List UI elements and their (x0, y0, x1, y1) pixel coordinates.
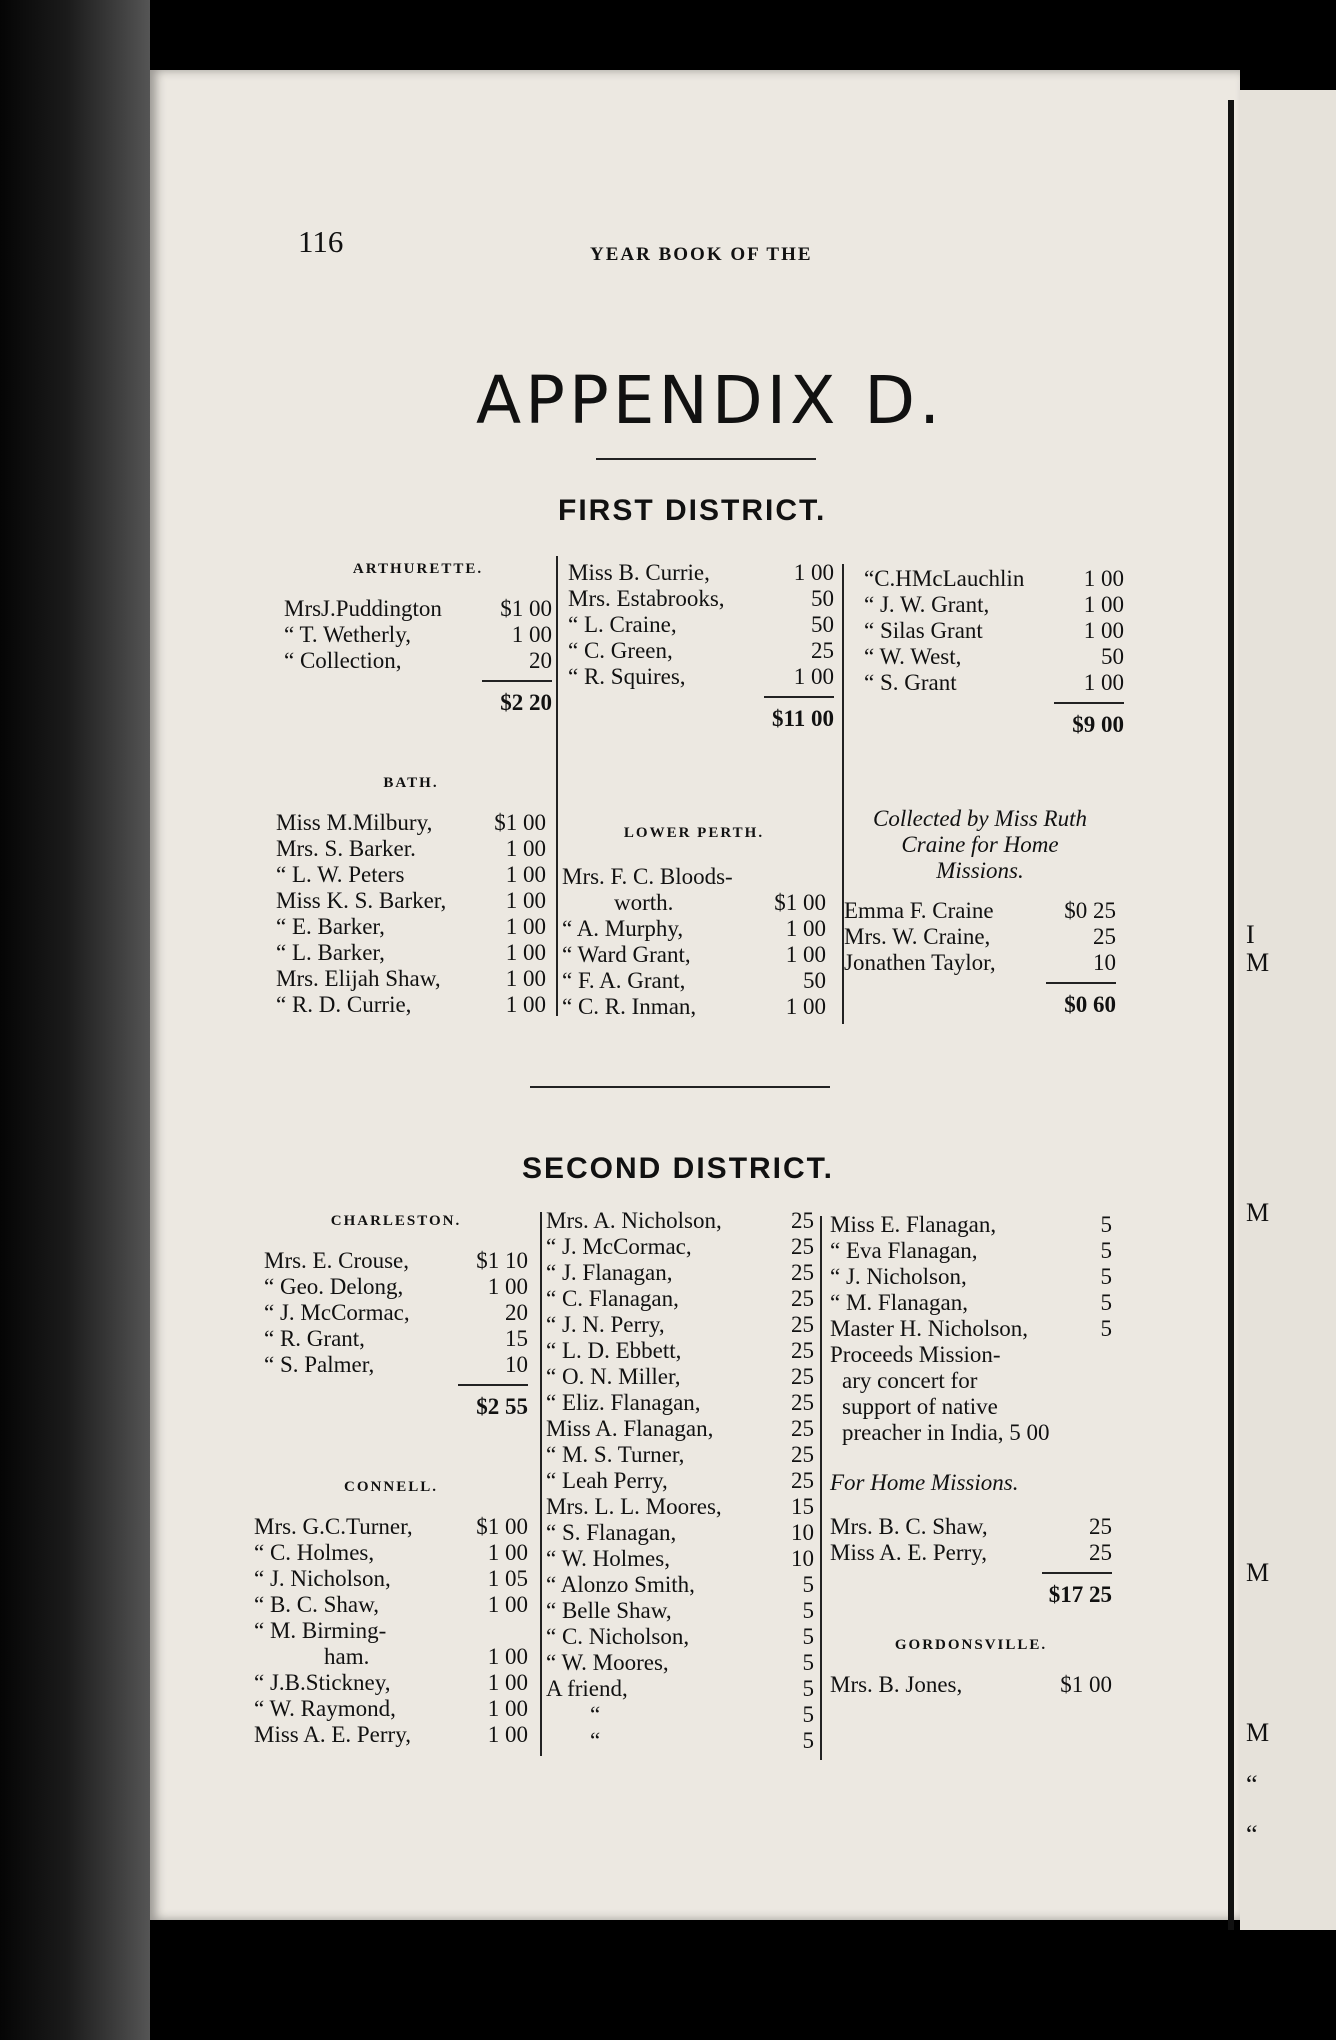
proceeds-text: ary concert for (842, 1368, 978, 1393)
list-item: “ Silas Grant 1 00 (864, 618, 1124, 643)
list-item: “ Alonzo Smith, 5 (546, 1572, 814, 1597)
fragment-text: M (1246, 1718, 1270, 1747)
section-title: GORDONSVILLE. (894, 1637, 1048, 1653)
proceeds-text: support of native (842, 1394, 998, 1419)
list-item: “ A. Murphy, 1 00 (562, 916, 826, 941)
list-item: Mrs. B. C. Shaw, 25 (830, 1514, 1112, 1539)
list-item: “ Collection, 20 (284, 648, 552, 673)
list-item: “ 5 (590, 1728, 814, 1753)
list-item: “ Eva Flanagan, 5 (830, 1238, 1112, 1263)
arthurette-section (284, 556, 552, 716)
list-item: “ M. Flanagan, 5 (830, 1290, 1112, 1315)
first-district-col3-top (864, 566, 1124, 738)
list-item: Miss A. Flanagan, 25 (546, 1416, 814, 1441)
list-item: “ 5 (590, 1702, 814, 1727)
list-item: Miss B. Currie, 1 00 (568, 560, 834, 585)
list-item: “ R. D. Currie, 1 00 (276, 992, 546, 1017)
list-item: “ W. West, 50 (864, 644, 1124, 669)
list-item: “ R. Squires, 1 00 (568, 664, 834, 689)
section-title: CHARLESTON. (330, 1213, 462, 1229)
column-divider (540, 1212, 542, 1756)
first-district-heading: FIRST DISTRICT. (558, 494, 827, 527)
proceeds-text: preacher in India, 5 00 (842, 1420, 1050, 1445)
list-item: “ L. W. Peters 1 00 (276, 862, 546, 887)
list-item: “ J. McCormac, 25 (546, 1234, 814, 1259)
list-item: Mrs. W. Craine, 25 (844, 924, 1116, 949)
list-item: “ J.B.Stickney, 1 00 (254, 1670, 528, 1695)
adjacent-page-fragment (1240, 90, 1336, 1930)
fragment-text: I (1246, 920, 1255, 949)
list-item: Mrs. Elijah Shaw, 1 00 (276, 966, 546, 991)
list-item: “ J. McCormac, 20 (264, 1300, 528, 1325)
list-item: “ Belle Shaw, 5 (546, 1598, 814, 1623)
list-item: “ C. R. Inman, 1 00 (562, 994, 826, 1019)
section-total: $2 55 (264, 1384, 528, 1420)
proceeds-text: Proceeds Mission- (830, 1342, 1001, 1367)
list-item: “ M. S. Turner, 25 (546, 1442, 814, 1467)
list-item: “C.HMcLauchlin 1 00 (864, 566, 1124, 591)
list-item: ham. 1 00 (324, 1644, 528, 1669)
bath-section (276, 770, 546, 1018)
list-item: “ W. Raymond, 1 00 (254, 1696, 528, 1721)
list-item: “ L. Barker, 1 00 (276, 940, 546, 965)
list-item: A friend, 5 (546, 1676, 814, 1701)
list-item: Mrs. A. Nicholson, 25 (546, 1208, 814, 1233)
section-total: $17 25 (830, 1572, 1112, 1608)
section-total: $9 00 (864, 702, 1124, 738)
section-title: Craine for Home (901, 832, 1059, 857)
section-title: Missions. (936, 858, 1024, 883)
section-total: $0 60 (844, 982, 1116, 1018)
section-title: Collected by Miss Ruth (873, 806, 1087, 831)
running-head: YEAR BOOK OF THE (590, 244, 813, 265)
list-item: “ R. Grant, 15 (264, 1326, 528, 1351)
district-divider-rule (530, 1086, 830, 1088)
list-item: Mrs. E. Crouse, $1 10 (264, 1248, 528, 1273)
column-divider (556, 556, 558, 1016)
fragment-text: M (1246, 1558, 1270, 1587)
list-item: “ O. N. Miller, 25 (546, 1364, 814, 1389)
list-item: Miss A. E. Perry, 25 (830, 1540, 1112, 1565)
list-item: “ J. Nicholson, 1 05 (254, 1566, 528, 1591)
section-title: For Home Missions. (830, 1470, 1019, 1495)
list-item: “ C. Nicholson, 5 (546, 1624, 814, 1649)
list-item: “ S. Grant 1 00 (864, 670, 1124, 695)
list-item: Master H. Nicholson, 5 (830, 1316, 1112, 1341)
list-item: “ Leah Perry, 25 (546, 1468, 814, 1493)
section-title: LOWER PERTH. (623, 825, 765, 841)
section-total: $2 20 (284, 680, 552, 716)
connell-section (254, 1474, 528, 1748)
list-item: Mrs. Estabrooks, 50 (568, 586, 834, 611)
list-item: “ F. A. Grant, 50 (562, 968, 826, 993)
page-number: 116 (298, 224, 344, 259)
page-edge (1228, 100, 1234, 1930)
list-item: “ J. W. Grant, 1 00 (864, 592, 1124, 617)
column-divider (820, 1216, 822, 1760)
list-item: “ W. Moores, 5 (546, 1650, 814, 1675)
list-item: “ J. Flanagan, 25 (546, 1260, 814, 1285)
list-item: “ W. Holmes, 10 (546, 1546, 814, 1571)
list-item: Miss M.Milbury, $1 00 (276, 810, 546, 835)
list-item: “ S. Flanagan, 10 (546, 1520, 814, 1545)
ruth-craine-collection (844, 806, 1116, 1018)
list-item: Mrs. F. C. Bloods- (562, 864, 733, 889)
list-item: worth. $1 00 (614, 890, 826, 915)
list-item: “ Eliz. Flanagan, 25 (546, 1390, 814, 1415)
list-item: “ J. N. Perry, 25 (546, 1312, 814, 1337)
second-district-col2 (546, 1208, 814, 1754)
list-item: “ T. Wetherly, 1 00 (284, 622, 552, 647)
list-item: “ Ward Grant, 1 00 (562, 942, 826, 967)
first-district-col2-top (568, 560, 834, 732)
fragment-text: M (1246, 948, 1270, 977)
list-item: “ J. Nicholson, 5 (830, 1264, 1112, 1289)
list-item: Mrs. B. Jones, $1 00 (830, 1672, 1112, 1697)
second-district-col3 (830, 1212, 1112, 1698)
list-item: “ B. C. Shaw, 1 00 (254, 1592, 528, 1617)
fragment-text: M (1246, 1198, 1270, 1227)
list-item: “ S. Palmer, 10 (264, 1352, 528, 1377)
list-item: “ L. Craine, 50 (568, 612, 834, 637)
title-rule (596, 458, 816, 460)
charleston-section (264, 1208, 528, 1420)
lower-perth-section (562, 820, 826, 1020)
list-item: Emma F. Craine $0 25 (844, 898, 1116, 923)
section-title: CONNELL. (344, 1479, 438, 1495)
list-item: “ M. Birming- (254, 1618, 387, 1643)
second-district-heading: SECOND DISTRICT. (522, 1152, 835, 1185)
list-item: “ C. Holmes, 1 00 (254, 1540, 528, 1565)
list-item: “ Geo. Delong, 1 00 (264, 1274, 528, 1299)
list-item: Mrs. L. L. Moores, 15 (546, 1494, 814, 1519)
fragment-text: “ (1246, 1770, 1258, 1799)
list-item: Jonathen Taylor, 10 (844, 950, 1116, 975)
list-item: “ C. Green, 25 (568, 638, 834, 663)
list-item: MrsJ.Puddington $1 00 (284, 596, 552, 621)
list-item: “ L. D. Ebbett, 25 (546, 1338, 814, 1363)
appendix-title: APPENDIX D. (476, 362, 945, 439)
list-item: “ C. Flanagan, 25 (546, 1286, 814, 1311)
list-item: Miss E. Flanagan, 5 (830, 1212, 1112, 1237)
list-item: Mrs. S. Barker. 1 00 (276, 836, 546, 861)
section-total: $11 00 (568, 696, 834, 732)
list-item: “ E. Barker, 1 00 (276, 914, 546, 939)
list-item: Miss K. S. Barker, 1 00 (276, 888, 546, 913)
list-item: Mrs. G.C.Turner, $1 00 (254, 1514, 528, 1539)
book-spine (0, 0, 150, 2040)
list-item: Miss A. E. Perry, 1 00 (254, 1722, 528, 1747)
fragment-text: “ (1246, 1820, 1258, 1849)
section-title: ARTHURETTE. (352, 561, 484, 577)
section-title: BATH. (383, 775, 439, 791)
